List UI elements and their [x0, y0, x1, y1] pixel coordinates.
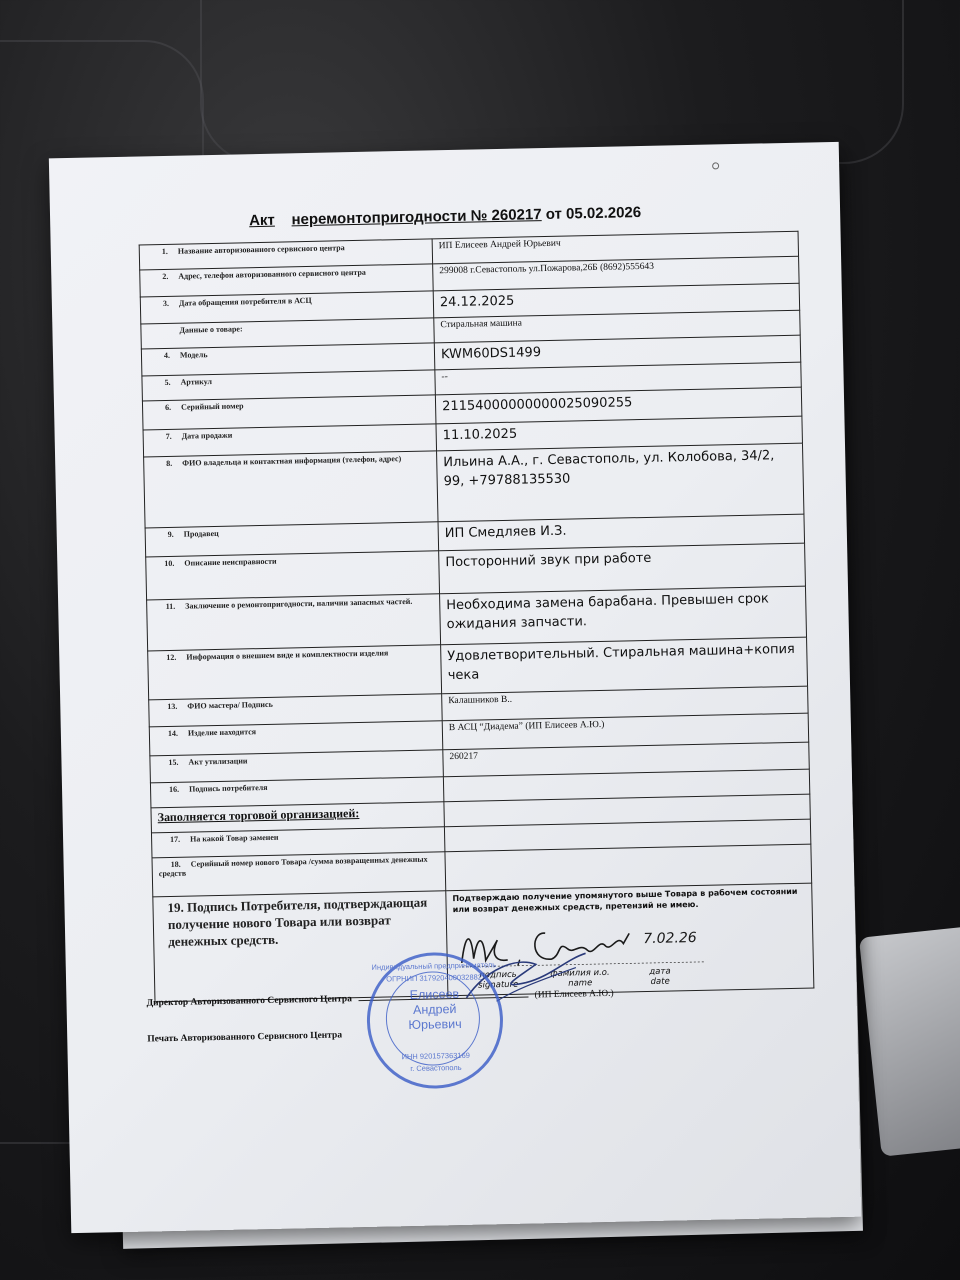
row-value: 11.10.2025 [436, 416, 802, 451]
row-label: ФИО мастера/ Подпись [187, 699, 273, 711]
row-label: Дата продажи [181, 430, 233, 441]
stamp-line [147, 1030, 342, 1044]
row-number: 6. [164, 402, 172, 413]
title-suffix: от 05.02.2026 [545, 203, 642, 223]
row-label: Артикул [180, 377, 213, 387]
row-label: Модель [179, 350, 208, 360]
stamp-ring-ogrn: ОГРНИП 317920400032882 [386, 972, 483, 984]
row-value: 299008 г.Севастополь ул.Пожарова,26Б (8692)555643 [433, 256, 799, 291]
row-number: 14. [167, 728, 178, 739]
director-name: (ИП Елисеев А.Ю.) [534, 988, 614, 1001]
row-value: ИП Елисеев Андрей Юрьевич [432, 231, 798, 264]
row-19-label: Подпись Потребителя, подтверждающая получение нового Товара или возврат денежных средств. [167, 894, 428, 950]
date-caption: дата date [649, 966, 671, 987]
row-label: Описание неисправности [184, 556, 277, 568]
stamp-line-1: Елисеев [409, 986, 460, 1003]
plastic-bag [859, 923, 960, 1156]
row-value: Посторонний звук при работе [439, 543, 806, 594]
row-number: 11. [165, 601, 176, 612]
name-caption: фамилия и.о. name [550, 967, 610, 989]
row-number: 17. [170, 834, 181, 844]
row-value: 260217 [443, 742, 809, 777]
row-number: 8. [166, 458, 173, 468]
row-label: Данные о товаре: [179, 324, 243, 335]
row-number: 12. [166, 652, 177, 663]
row-value: KWM60DS1499 [434, 335, 800, 370]
stamp-line-3: Юрьевич [408, 1016, 462, 1033]
trade-section-header: Заполняется торговой организацией: [157, 806, 360, 825]
row-label: Серийный номер нового Товара /сумма возвращенных денежных средств [158, 854, 428, 879]
row-number: 1. [161, 246, 168, 257]
row-19-number: 19. [167, 899, 184, 916]
row-label: Акт утилизации [188, 756, 248, 767]
handwritten-date: 7.02.26 [643, 929, 697, 948]
row-value: Стиральная машина [434, 310, 800, 343]
row-number: 7. [165, 431, 172, 442]
row-number: 5. [164, 377, 171, 388]
row-label: ФИО владельца и контактная информация (телефон, адрес) [182, 454, 402, 468]
stamp-label: Печать Авторизованного Сервисного Центра [147, 1030, 343, 1045]
row-number: 15. [168, 757, 179, 768]
director-label: Директор Авторизованного Сервисного Центра [146, 994, 353, 1009]
signature-caption: подпись signature [478, 969, 519, 991]
stamp-line-2: Андрей [412, 1002, 457, 1017]
row-number: 16. [168, 784, 180, 795]
row-value: 21154000000000025090255 [435, 387, 802, 424]
stamp-ring-top: Индивидуальный предприниматель [371, 960, 497, 972]
confirmation-text: Подтверждаю получение упомянутого выше Товара в рабочем состоянии или возврат денежных средств, претензий не имею. [452, 886, 798, 915]
row-value: ИП Смедляев И.З. [438, 514, 805, 551]
seat-stitch [200, 0, 904, 164]
title-main: неремонтопригодности № 260217 [291, 206, 542, 229]
title-prefix: Акт [248, 211, 275, 230]
row-label: Название авторизованного сервисного центра [177, 243, 345, 256]
row-value: Ильина А.А., г. Севастополь, ул. Колобова, 34/2, 99, +79788135530 [437, 443, 804, 522]
row-value: В АСЦ “Диадема” (ИП Елисеев А.Ю.) [442, 713, 809, 750]
row-label: Продавец [183, 528, 219, 539]
row-value: Удовлетворительный. Стиральная машина+копия чека [441, 637, 808, 694]
row-number: 3. [162, 298, 169, 309]
row-number: 9. [167, 529, 174, 539]
row-value: Калашников В.. [442, 686, 808, 721]
row-number: 4. [163, 350, 171, 361]
row-value: -- [435, 362, 801, 395]
row-label: Изделие находится [187, 727, 257, 738]
row-number: 18. [170, 859, 181, 869]
row-label: Дата обращения потребителя в АСЦ [178, 295, 312, 308]
act-document [49, 142, 861, 1233]
document-title [50, 200, 840, 234]
row-label: Подпись потребителя [188, 782, 268, 794]
row-number: 13. [167, 701, 178, 712]
row-value: Необходима замена барабана. Превышен срок ожидания запчасти. [440, 586, 807, 645]
stamp-ring-inn: ИНН 920157363169 [401, 1050, 470, 1062]
stamp-ring-city: г. Севастополь [410, 1062, 462, 1074]
punch-hole [712, 162, 719, 169]
row-value: 24.12.2025 [433, 283, 799, 318]
row-label: Заключение о ремонтопригодности, наличии запасных частей. [185, 596, 413, 611]
row-label: Информация о внешнем виде и комплектности изделия [186, 648, 389, 662]
rows-body [139, 231, 810, 808]
row-label: На какой Товар заменен [190, 832, 279, 844]
row-label: Адрес, телефон авторизованного сервисного центра [178, 267, 366, 281]
company-stamp [366, 951, 505, 1090]
row-number: 2. [162, 271, 169, 282]
row-number: 10. [164, 558, 175, 569]
act-table [139, 231, 815, 1003]
row-label: Серийный номер [180, 401, 244, 412]
